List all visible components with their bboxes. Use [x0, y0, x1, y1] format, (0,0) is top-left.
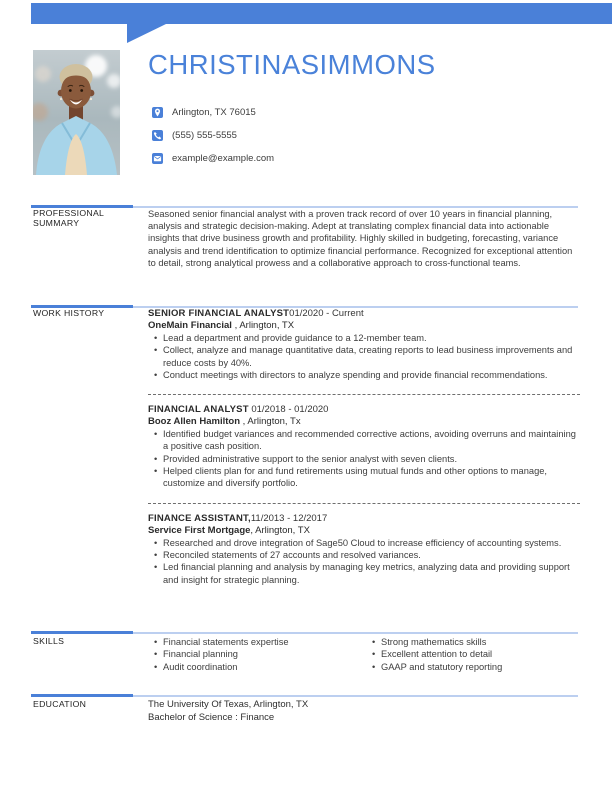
job-title-line [148, 513, 580, 525]
job-company: Booz Allen Hamilton [148, 416, 241, 428]
job-location: , Arlington, TX [231, 320, 295, 331]
job-entry-financial-analyst [148, 404, 580, 489]
job-separator [148, 503, 580, 504]
job-title: SENIOR FINANCIAL ANALYST [148, 308, 290, 319]
job-bullet-list [148, 332, 580, 381]
email-icon [152, 153, 163, 164]
job-separator [148, 394, 580, 395]
profile-photo [33, 50, 120, 175]
skill-item: • GAAP and statutory reporting [366, 661, 578, 673]
job-bullet: • Helped clients plan for and fund retirements using mutual funds and other options to manage, customize and diversify portfolio. [148, 465, 580, 490]
contact-row-location [152, 101, 274, 124]
job-company-line [148, 416, 580, 428]
job-bullet: • Researched and drove integration of Sage50 Cloud to increase efficiency of accounting systems. [148, 537, 580, 549]
skills-column-2 [366, 636, 578, 673]
education-section-divider [31, 694, 578, 697]
job-bullet: • Led financial planning and analysis by managing key metrics, analyzing data and providing support and insight for strategic planning. [148, 561, 580, 586]
job-entry-senior-financial-analyst [148, 308, 580, 381]
job-bullet: • Lead a department and provide guidance to a 12-member team. [148, 332, 580, 344]
contact-phone-text: (555) 555-5555 [172, 130, 237, 141]
header-accent-flag [127, 24, 166, 43]
job-bullet: • Identified budget variances and recommended corrective actions, avoiding overruns and maintaining a positive cash position. [148, 428, 580, 453]
job-bullet: • Collect, analyze and manage quantitative data, creating reports to lead business improvements and reduce costs by 40%. [148, 344, 580, 369]
job-dates: 11/2013 - 12/2017 [250, 512, 328, 524]
contact-row-phone [152, 124, 274, 147]
summary-text: Seasoned senior financial analyst with a proven track record of over 10 years in financial planning, analysis and strategic decision-making. Adept at translating complex financial data into actionable insights that drive business growth and profitability. Highly skilled in budgeting, forecasting, variance analysis and trend identification to optimize financial performance. Recognized for exceptional attention to detail, strong analytical prowess and a collaborative approach to cross-functional teams. [148, 209, 573, 268]
job-company-line [148, 525, 580, 537]
job-location: , Arlington, TX [250, 524, 310, 536]
job-bullet-list [148, 428, 580, 489]
skills-section-label: SKILLS [33, 636, 65, 646]
job-entry-finance-assistant [148, 513, 580, 586]
header-accent-bar [31, 3, 612, 24]
skill-item: • Excellent attention to detail [366, 648, 578, 660]
job-bullet: • Reconciled statements of 27 accounts and resolved variances. [148, 549, 580, 561]
education-degree: Bachelor of Science : Finance [148, 711, 275, 723]
job-company: Service First Mortgage [148, 524, 251, 536]
skill-item: • Strong mathematics skills [366, 636, 578, 648]
location-pin-icon [152, 107, 163, 118]
skill-item: • Financial statements expertise [148, 636, 360, 648]
skill-item: • Audit coordination [148, 661, 360, 673]
work-history-section-label: WORK HISTORY [33, 308, 105, 318]
education-section-label: EDUCATION [33, 699, 87, 709]
job-bullet: • Provided administrative support to the senior analyst with seven clients. [148, 453, 580, 465]
job-title-line [148, 308, 580, 320]
job-company-line [148, 320, 580, 332]
job-title: FINANCIAL ANALYST [148, 404, 249, 416]
contact-info [152, 101, 274, 170]
contact-email-text: example@example.com [172, 153, 275, 164]
portrait-illustration [33, 50, 120, 175]
job-bullet-list [148, 537, 580, 586]
work-history-content [148, 308, 580, 586]
job-title-line [148, 404, 580, 416]
job-bullet: • Conduct meetings with directors to analyze spending and provide financial recommendations. [148, 369, 580, 381]
contact-location-text: Arlington, TX 76015 [172, 107, 256, 118]
job-dates: 01/2020 - Current [289, 308, 364, 319]
job-title: FINANCE ASSISTANT, [148, 512, 251, 524]
job-location: , Arlington, Tx [240, 416, 301, 428]
education-school: The University Of Texas, Arlington, TX [148, 699, 309, 710]
skill-item: • Financial planning [148, 648, 360, 660]
summary-section-label: PROFESSIONAL SUMMARY [33, 208, 104, 228]
education-content [148, 699, 580, 724]
contact-row-email [152, 147, 274, 170]
job-company: OneMain Financial [148, 320, 232, 331]
job-dates: 01/2018 - 01/2020 [248, 404, 329, 416]
phone-icon [152, 130, 163, 141]
skills-column-1 [148, 636, 360, 673]
candidate-name: CHRISTINASIMMONS [148, 49, 436, 80]
skills-section-divider [31, 631, 578, 634]
